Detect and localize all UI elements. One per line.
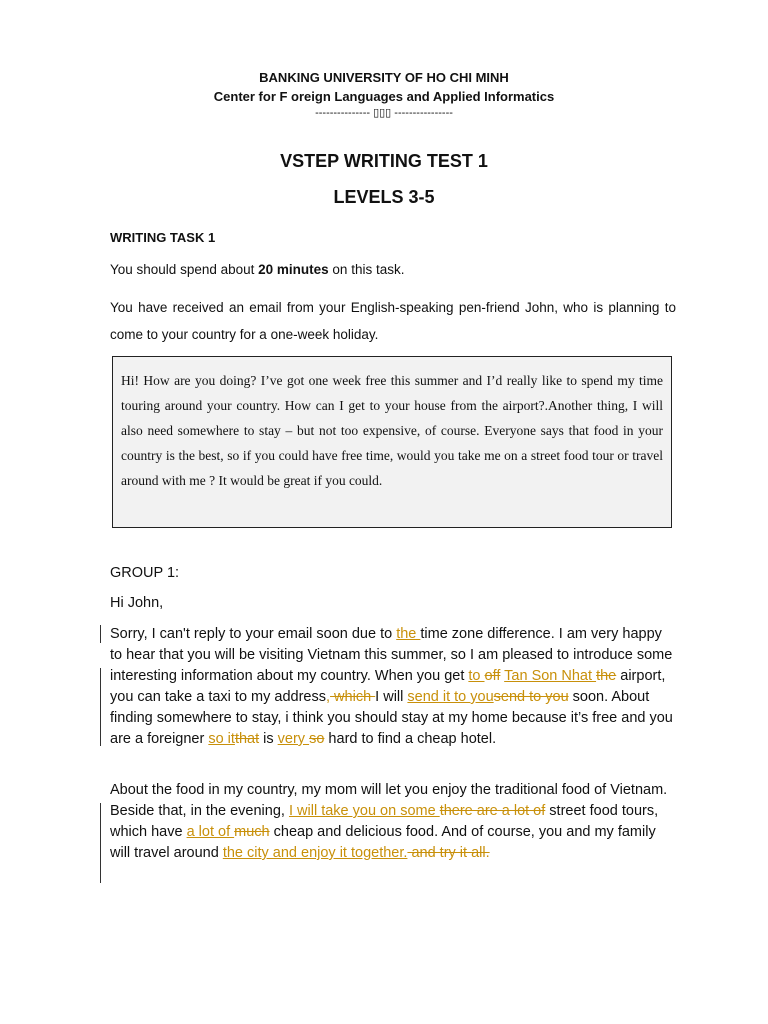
- email-text: Hi! How are you doing? I’ve got one week free this summer and I’d really like to spend my time touring around your country. How can I get to your house from the airport?.Another thing, I will also need somewhere to stay – but not too expensive, of course. Everyone says that food in your country is the best, so if you could have free time, would you take me on a street food tour or travel around with me ? It would be great if you could.: [121, 373, 663, 488]
- text-run: Sorry, I can't reply to your email soon due to: [110, 626, 397, 642]
- insertion: Tan Son Nhat: [504, 668, 597, 684]
- greeting: Hi John,: [110, 595, 164, 611]
- insertion: the: [396, 626, 421, 642]
- change-bar: [100, 668, 101, 746]
- university-name: BANKING UNIVERSITY OF HO CHI MINH: [259, 70, 509, 85]
- insertion: to: [468, 668, 485, 684]
- change-bar: [100, 625, 101, 643]
- response-paragraph-1: [110, 624, 676, 750]
- email-box: [112, 356, 672, 528]
- text-run: cheap and delicious food. And of course, you and my family will travel around: [110, 824, 656, 861]
- time-post: on this task.: [328, 262, 405, 277]
- group-label: GROUP 1:: [110, 565, 180, 581]
- deletion: off: [484, 668, 501, 684]
- change-bar: [100, 803, 101, 883]
- text-run: is: [259, 731, 278, 747]
- text-run: About the food in my country, my mom will let you enjoy the traditional food of Vietnam. Beside that, in the evening,: [110, 782, 668, 819]
- center-name: Center for F oreign Languages and Applied Informatics: [213, 89, 555, 104]
- text-run: I will: [375, 689, 408, 705]
- text-run: time zone difference. I am very happy to hear that you will be visiting Vietnam this summer, so I am pleased to introduce some interesting information about my country. When you get: [110, 626, 673, 684]
- deletion: which: [330, 689, 376, 705]
- test-levels: LEVELS 3-5: [333, 187, 435, 207]
- insertion: ,: [326, 689, 331, 705]
- insertion: I will take you on some: [288, 803, 440, 819]
- insertion: the city and enjoy it together.: [222, 845, 408, 861]
- text-run: hard to find a cheap hotel.: [324, 731, 497, 747]
- time-instruction: [110, 262, 404, 277]
- test-title: VSTEP WRITING TEST 1: [280, 151, 488, 171]
- deletion: and try it all.: [407, 845, 490, 861]
- insertion: so it: [208, 731, 235, 747]
- insertion: send it to you: [407, 689, 494, 705]
- time-bold: 20 minutes: [258, 262, 329, 277]
- task-label: WRITING TASK 1: [110, 230, 216, 245]
- deletion: the: [596, 668, 617, 684]
- deletion: much: [234, 824, 270, 840]
- insertion: very: [277, 731, 310, 747]
- deletion: there are a lot of: [439, 803, 546, 819]
- text-run: soon. About finding somewhere to stay, i think you should stay at my home because it’s free and you are a foreigner: [110, 689, 673, 747]
- text-run: street food tours, which have: [110, 803, 659, 840]
- deletion: so: [309, 731, 325, 747]
- deletion: that: [234, 731, 260, 747]
- time-pre: You should spend about: [110, 262, 259, 277]
- response-paragraph-2: [110, 780, 676, 864]
- text-run: airport, you can take a taxi to my address: [110, 668, 666, 705]
- header-divider: --------------- ▯▯▯ ----------------: [315, 107, 453, 119]
- deletion: send to you: [493, 689, 569, 705]
- task-prompt: You have received an email from your English-speaking pen-friend John, who is planning to come to your country for a one-week holiday.: [110, 300, 676, 342]
- insertion: a lot of: [186, 824, 235, 840]
